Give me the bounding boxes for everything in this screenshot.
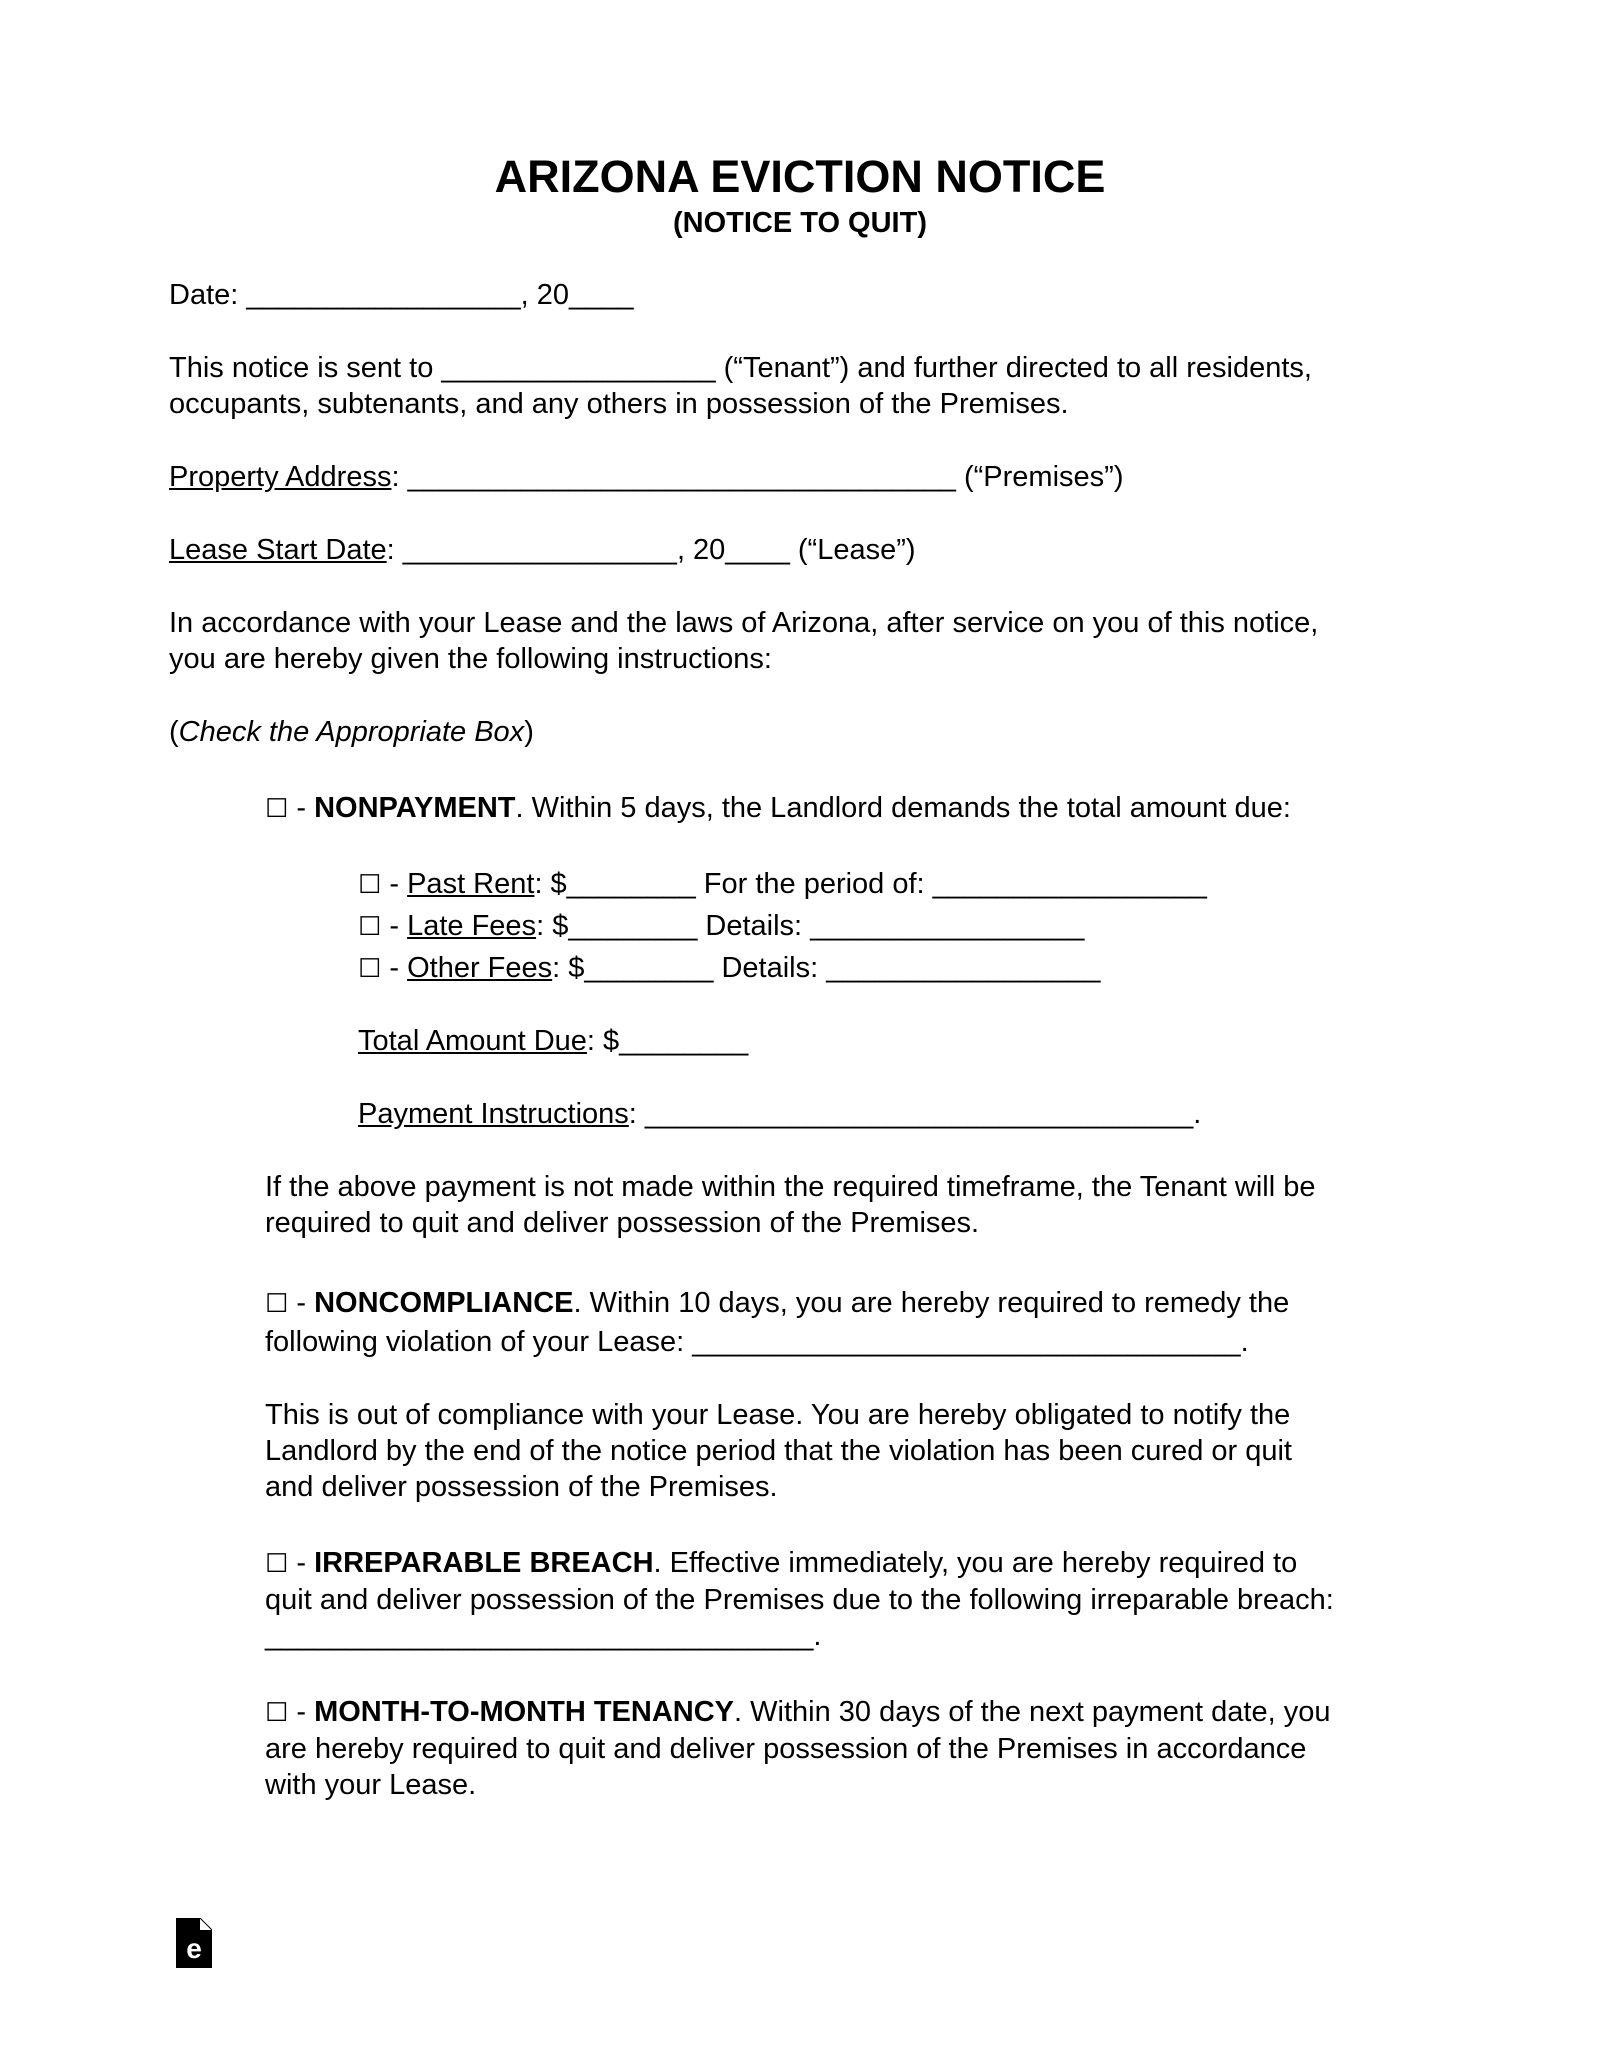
- nonpayment-consequence-line-1: If the above payment is not made within the required timeframe, the Tenant will be: [265, 1171, 1316, 1203]
- breach-title: IRREPARABLE BREACH: [314, 1547, 654, 1579]
- nonpayment-consequence-line-2: required to quit and deliver possession of the Premises.: [265, 1207, 980, 1239]
- nonpayment-checkbox[interactable]: ☐: [265, 794, 289, 824]
- past-rent-checkbox[interactable]: ☐: [358, 870, 382, 900]
- noncompliance-checkbox[interactable]: ☐: [265, 1289, 289, 1319]
- breach-option: [265, 1545, 1297, 1583]
- past-rent-blank: : $________ For the period of: _________________: [534, 868, 1207, 900]
- check-note-open: (: [169, 716, 179, 748]
- nonpayment-dash: -: [288, 792, 315, 824]
- payment-instructions-blank: : __________________________________.: [628, 1098, 1202, 1130]
- breach-text: . Effective immediately, you are hereby required to: [653, 1547, 1298, 1579]
- other-fees-item: ☐ - Other Fees: $________ Details: _________________: [358, 952, 1101, 984]
- property-address-line: [169, 459, 1123, 496]
- check-note: [169, 714, 534, 751]
- recipient-line-2: occupants, subtenants, and any others in possession of the Premises.: [169, 388, 1069, 420]
- late-fees-blank: : $________ Details: _________________: [536, 910, 1085, 942]
- noncompliance-title: NONCOMPLIANCE: [314, 1287, 574, 1319]
- intro-line-2: you are hereby given the following instructions:: [169, 643, 772, 675]
- noncompliance-para-line-1: This is out of compliance with your Lease. You are hereby obligated to notify the: [265, 1399, 1291, 1431]
- noncompliance-para-line-3: and deliver possession of the Premises.: [265, 1471, 778, 1503]
- property-address-label: Property Address: [169, 461, 392, 493]
- lease-start-line: [169, 532, 916, 569]
- month-to-month-line-3: with your Lease.: [265, 1769, 477, 1801]
- breach-line-3: __________________________________.: [265, 1620, 822, 1652]
- past-rent-item: ☐ - Past Rent: $________ For the period of: _________________: [358, 868, 1207, 900]
- month-to-month-line-2: are hereby required to quit and deliver possession of the Premises in accordance: [265, 1733, 1307, 1765]
- recipient-line-1: This notice is sent to _________________ (“Tenant”) and further directed to all residents,: [169, 352, 1312, 384]
- lease-start-blank: : _________________, 20____ (“Lease”): [386, 534, 916, 566]
- payment-instructions-line: [358, 1096, 1201, 1133]
- noncompliance-line-2: following violation of your Lease: __________________________________.: [265, 1326, 1249, 1358]
- nonpayment-text: . Within 5 days, the Landlord demands the total amount due:: [515, 792, 1291, 824]
- total-amount-line: [358, 1023, 748, 1060]
- month-to-month-dash: -: [288, 1696, 315, 1728]
- other-fees-blank: : $________ Details: _________________: [552, 952, 1101, 984]
- breach-line-2: quit and deliver possession of the Premises due to the following irreparable breach:: [265, 1584, 1334, 1616]
- intro-line-1: In accordance with your Lease and the laws of Arizona, after service on you of this notice,: [169, 607, 1319, 639]
- check-note-close: ): [524, 716, 534, 748]
- payment-instructions-label: Payment Instructions: [358, 1098, 629, 1130]
- month-to-month-option: [265, 1694, 1330, 1732]
- nonpayment-title: NONPAYMENT: [314, 792, 516, 824]
- eforms-logo-letter: e: [186, 1933, 202, 1964]
- property-address-blank: : __________________________________ (“Premises”): [391, 461, 1124, 493]
- eforms-logo-icon: [176, 1918, 212, 1968]
- late-fees-item: ☐ - Late Fees: $________ Details: _________________: [358, 910, 1085, 942]
- noncompliance-para-line-2: Landlord by the end of the notice period that the violation has been cured or quit: [265, 1435, 1292, 1467]
- noncompliance-option: [265, 1285, 1289, 1323]
- date-year: , 20____: [520, 279, 634, 311]
- noncompliance-text: . Within 10 days, you are hereby required to remedy the: [573, 1287, 1290, 1319]
- month-to-month-title: MONTH-TO-MONTH TENANCY: [314, 1696, 735, 1728]
- month-to-month-text: . Within 30 days of the next payment date, you: [734, 1696, 1331, 1728]
- total-amount-label: Total Amount Due: [358, 1025, 587, 1057]
- date-blank: _________________: [238, 279, 521, 311]
- late-fees-label: Late Fees: [407, 910, 537, 942]
- past-rent-label: Past Rent: [407, 868, 535, 900]
- document-subtitle: (NOTICE TO QUIT): [672, 207, 927, 239]
- breach-dash: -: [288, 1547, 315, 1579]
- date-label: Date:: [169, 279, 239, 311]
- lease-start-label: Lease Start Date: [169, 534, 387, 566]
- month-to-month-checkbox[interactable]: ☐: [265, 1698, 289, 1728]
- late-fees-checkbox[interactable]: ☐: [358, 912, 382, 942]
- other-fees-label: Other Fees: [407, 952, 553, 984]
- nonpayment-option: [265, 790, 1291, 828]
- date-line: [169, 277, 633, 314]
- noncompliance-dash: -: [288, 1287, 315, 1319]
- other-fees-checkbox[interactable]: ☐: [358, 954, 382, 984]
- document-title: ARIZONA EVICTION NOTICE: [494, 151, 1106, 202]
- total-amount-blank: : $________: [586, 1025, 749, 1057]
- check-note-text: Check the Appropriate Box: [178, 716, 525, 748]
- breach-checkbox[interactable]: ☐: [265, 1549, 289, 1579]
